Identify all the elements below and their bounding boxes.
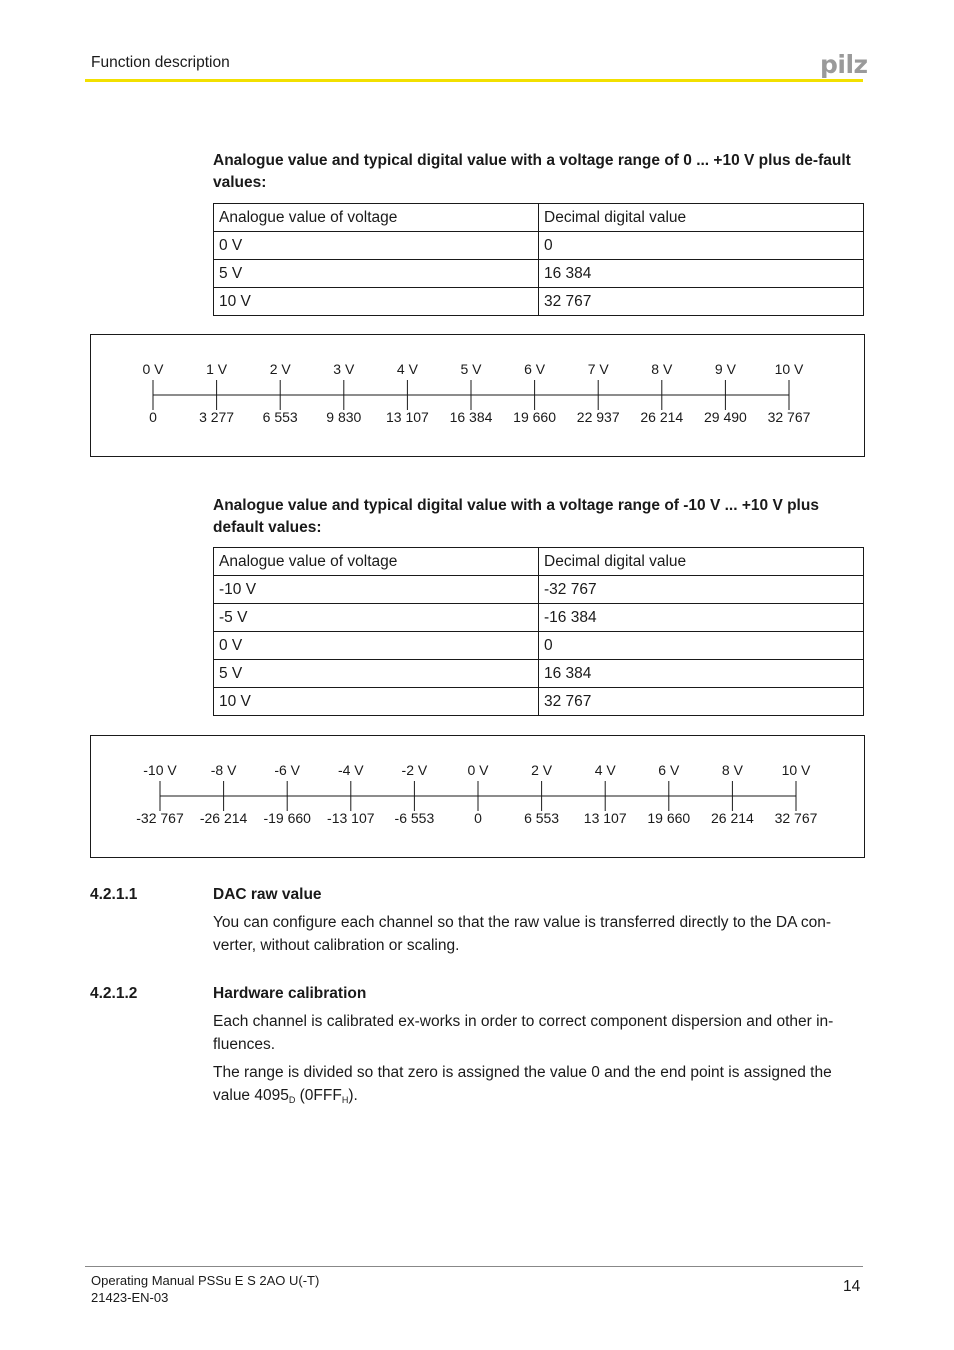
table-row <box>214 260 864 288</box>
section-title: Hardware calibration <box>213 985 367 1002</box>
table-cell: 0 V <box>214 232 539 260</box>
digital-value-label: 19 660 <box>647 810 691 826</box>
digital-value-label: 29 490 <box>703 409 747 425</box>
voltage-label: -2 V <box>401 762 428 778</box>
table-header-cell: Decimal digital value <box>539 204 864 232</box>
table-cell: 32 767 <box>539 288 864 316</box>
section2-heading: Analogue value and typical digital value with a voltage range of -10 V ... +10 V plus default values: <box>213 497 819 536</box>
voltage-label: 6 V <box>524 361 546 377</box>
table-row <box>214 576 864 604</box>
voltage-label: 4 V <box>594 762 616 778</box>
scale-diagram <box>91 736 864 857</box>
section-number: 4.2.1.2 <box>90 985 138 1002</box>
voltage-label: 8 V <box>651 361 673 377</box>
digital-value-label: 19 660 <box>513 409 557 425</box>
voltage-scale-minus10-10 <box>90 735 865 858</box>
footer-rule <box>85 1266 863 1267</box>
table-row <box>214 232 864 260</box>
voltage-label: 10 V <box>774 361 804 377</box>
section1-table <box>213 203 864 316</box>
page-number: 14 <box>843 1278 861 1295</box>
voltage-label: 6 V <box>658 762 680 778</box>
digital-value-label: 3 277 <box>199 409 235 425</box>
digital-value-label: 6 553 <box>262 409 298 425</box>
voltage-label: 9 V <box>714 361 736 377</box>
table-header-cell: Analogue value of voltage <box>214 548 539 576</box>
scale-diagram <box>91 335 864 456</box>
table-cell: 10 V <box>214 288 539 316</box>
paragraph: You can configure each channel so that the raw value is transferred directly to the DA con-verter, without calibration or scaling. <box>213 914 832 954</box>
voltage-label: 4 V <box>396 361 418 377</box>
digital-value-label: 13 107 <box>385 409 429 425</box>
digital-value-label: -32 767 <box>136 810 184 826</box>
table-cell: 16 384 <box>539 660 864 688</box>
section1-heading: Analogue value and typical digital value with a voltage range of 0 ... +10 V plus de-fault values: <box>213 152 851 191</box>
voltage-label: 0 V <box>142 361 164 377</box>
voltage-label: 1 V <box>206 361 228 377</box>
table-cell: 32 767 <box>539 688 864 716</box>
table-cell: 16 384 <box>539 260 864 288</box>
voltage-label: 0 V <box>467 762 489 778</box>
table-row <box>214 604 864 632</box>
header-rule <box>85 79 863 82</box>
digital-value-label: -19 660 <box>263 810 311 826</box>
table-cell: 0 <box>539 632 864 660</box>
voltage-label: 10 V <box>781 762 811 778</box>
table-row <box>214 688 864 716</box>
voltage-label: -10 V <box>143 762 177 778</box>
digital-value-label: 9 830 <box>326 409 362 425</box>
pilz-logo: pilz <box>820 50 868 79</box>
subscript: H <box>341 1095 349 1105</box>
table-header-cell: Decimal digital value <box>539 548 864 576</box>
voltage-label: -8 V <box>210 762 237 778</box>
table-cell: 5 V <box>214 260 539 288</box>
table-row <box>214 632 864 660</box>
table-cell: -10 V <box>214 576 539 604</box>
digital-value-label: -13 107 <box>327 810 375 826</box>
section2-table <box>213 547 864 716</box>
voltage-label: 3 V <box>333 361 355 377</box>
paragraph-text: ). <box>348 1087 358 1104</box>
voltage-label: -6 V <box>274 762 301 778</box>
digital-value-label: 26 214 <box>710 810 754 826</box>
voltage-label: 8 V <box>721 762 743 778</box>
digital-value-label: 32 767 <box>767 409 811 425</box>
table-cell: -16 384 <box>539 604 864 632</box>
footer-manual-title: Operating Manual PSSu E S 2AO U(-T) <box>91 1273 320 1288</box>
digital-value-label: 6 553 <box>524 810 560 826</box>
table-row <box>214 288 864 316</box>
digital-value-label: 22 937 <box>576 409 620 425</box>
table-cell: -5 V <box>214 604 539 632</box>
table-cell: 10 V <box>214 688 539 716</box>
voltage-label: 2 V <box>269 361 291 377</box>
footer-doc-info <box>91 1272 319 1306</box>
digital-value-label: 0 <box>474 810 482 826</box>
header-title: Function description <box>91 54 230 71</box>
table-header-row <box>214 204 864 232</box>
voltage-label: -4 V <box>337 762 364 778</box>
digital-value-label: -6 553 <box>394 810 435 826</box>
voltage-label: 2 V <box>531 762 553 778</box>
footer-doc-number: 21423-EN-03 <box>91 1290 169 1305</box>
table-cell: -32 767 <box>539 576 864 604</box>
paragraph: Each channel is calibrated ex-works in order to correct component dispersion and other in-fluences. <box>213 1013 834 1053</box>
digital-value-label: 32 767 <box>774 810 818 826</box>
section-number: 4.2.1.1 <box>90 886 138 903</box>
digital-value-label: 0 <box>149 409 157 425</box>
table-cell: 0 V <box>214 632 539 660</box>
paragraph-text: The range is divided so that zero is assigned the value 0 and the end point is assigned the value 4095 <box>213 1064 832 1104</box>
voltage-label: 5 V <box>460 361 482 377</box>
table-header-cell: Analogue value of voltage <box>214 204 539 232</box>
voltage-label: 7 V <box>587 361 609 377</box>
table-cell: 0 <box>539 232 864 260</box>
section-title: DAC raw value <box>213 886 322 903</box>
digital-value-label: 16 384 <box>449 409 493 425</box>
paragraph <box>213 1061 858 1112</box>
table-row <box>214 660 864 688</box>
table-header-row <box>214 548 864 576</box>
paragraph-text: (0FFF <box>295 1087 342 1104</box>
table-cell: 5 V <box>214 660 539 688</box>
subscript: D <box>288 1095 296 1105</box>
digital-value-label: 13 107 <box>583 810 627 826</box>
digital-value-label: -26 214 <box>199 810 248 826</box>
digital-value-label: 26 214 <box>640 409 684 425</box>
voltage-scale-0-10 <box>90 334 865 457</box>
